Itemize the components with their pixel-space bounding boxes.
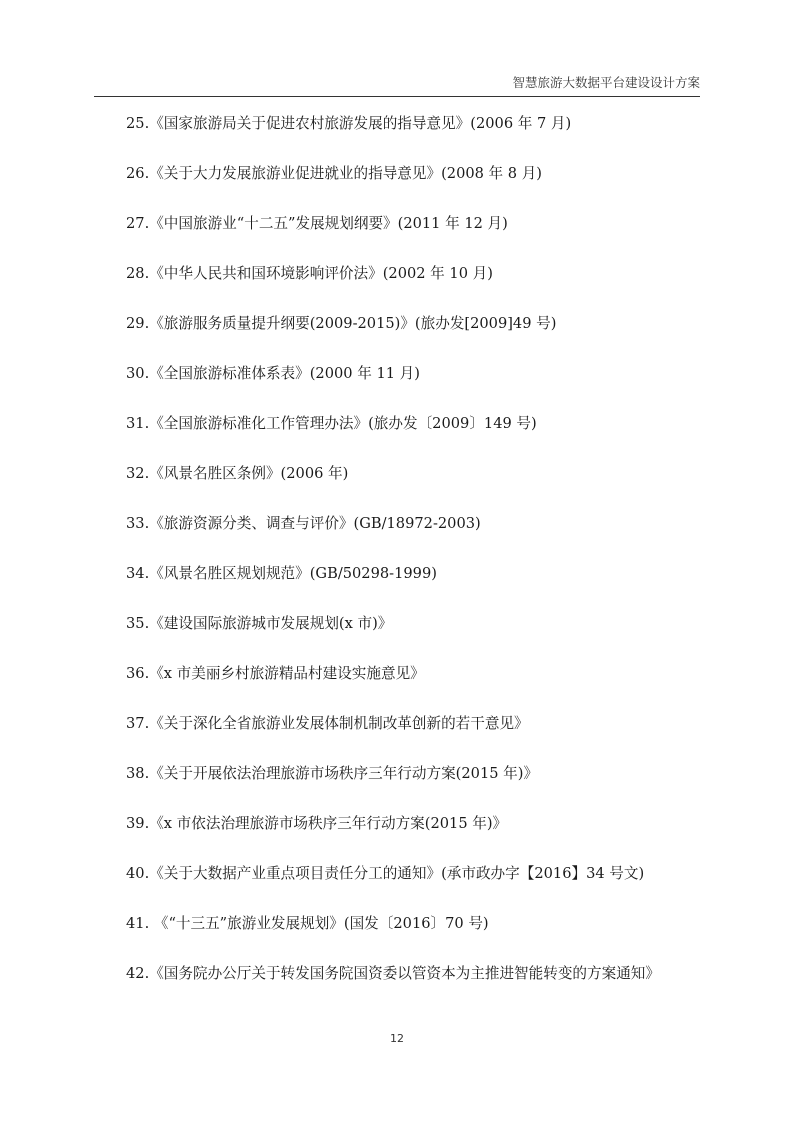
reference-item-32: 32.《风景名胜区条例》(2006 年) bbox=[126, 465, 349, 482]
reference-item-31: 31.《全国旅游标准化工作管理办法》(旅办发〔2009〕149 号) bbox=[126, 415, 537, 432]
reference-list bbox=[126, 110, 706, 1010]
reference-item-26: 26.《关于大力发展旅游业促进就业的指导意见》(2008 年 8 月) bbox=[126, 165, 543, 182]
reference-item-30: 30.《全国旅游标准体系表》(2000 年 11 月) bbox=[126, 365, 420, 382]
reference-item-29: 29.《旅游服务质量提升纲要(2009-2015)》(旅办发[2009]49 号) bbox=[126, 315, 557, 332]
reference-item-41: 41. 《“十三五”旅游业发展规划》(国发〔2016〕70 号) bbox=[126, 915, 489, 932]
page-header bbox=[94, 70, 700, 97]
reference-item-42: 42.《国务院办公厅关于转发国务院国资委以管资本为主推进智能转变的方案通知》 bbox=[126, 965, 660, 982]
reference-item-27: 27.《中国旅游业“十二五”发展规划纲要》(2011 年 12 月) bbox=[126, 215, 508, 232]
reference-item-35: 35.《建设国际旅游城市发展规划(x 市)》 bbox=[126, 615, 393, 632]
reference-item-28: 28.《中华人民共和国环境影响评价法》(2002 年 10 月) bbox=[126, 265, 493, 282]
page-number: 12 bbox=[390, 1032, 404, 1045]
reference-item-25: 25.《国家旅游局关于促进农村旅游发展的指导意见》(2006 年 7 月) bbox=[126, 115, 572, 132]
header-title: 智慧旅游大数据平台建设设计方案 bbox=[512, 75, 700, 90]
reference-item-36: 36.《x 市美丽乡村旅游精品村建设实施意见》 bbox=[126, 665, 425, 682]
reference-item-40: 40.《关于大数据产业重点项目责任分工的通知》(承市政办字【2016】34 号文) bbox=[126, 865, 645, 882]
reference-item-37: 37.《关于深化全省旅游业发展体制机制改革创新的若干意见》 bbox=[126, 715, 529, 732]
reference-item-33: 33.《旅游资源分类、调查与评价》(GB/18972-2003) bbox=[126, 515, 481, 532]
reference-item-39: 39.《x 市依法治理旅游市场秩序三年行动方案(2015 年)》 bbox=[126, 815, 508, 832]
reference-item-38: 38.《关于开展依法治理旅游市场秩序三年行动方案(2015 年)》 bbox=[126, 765, 539, 782]
reference-item-34: 34.《风景名胜区规划规范》(GB/50298-1999) bbox=[126, 565, 437, 582]
